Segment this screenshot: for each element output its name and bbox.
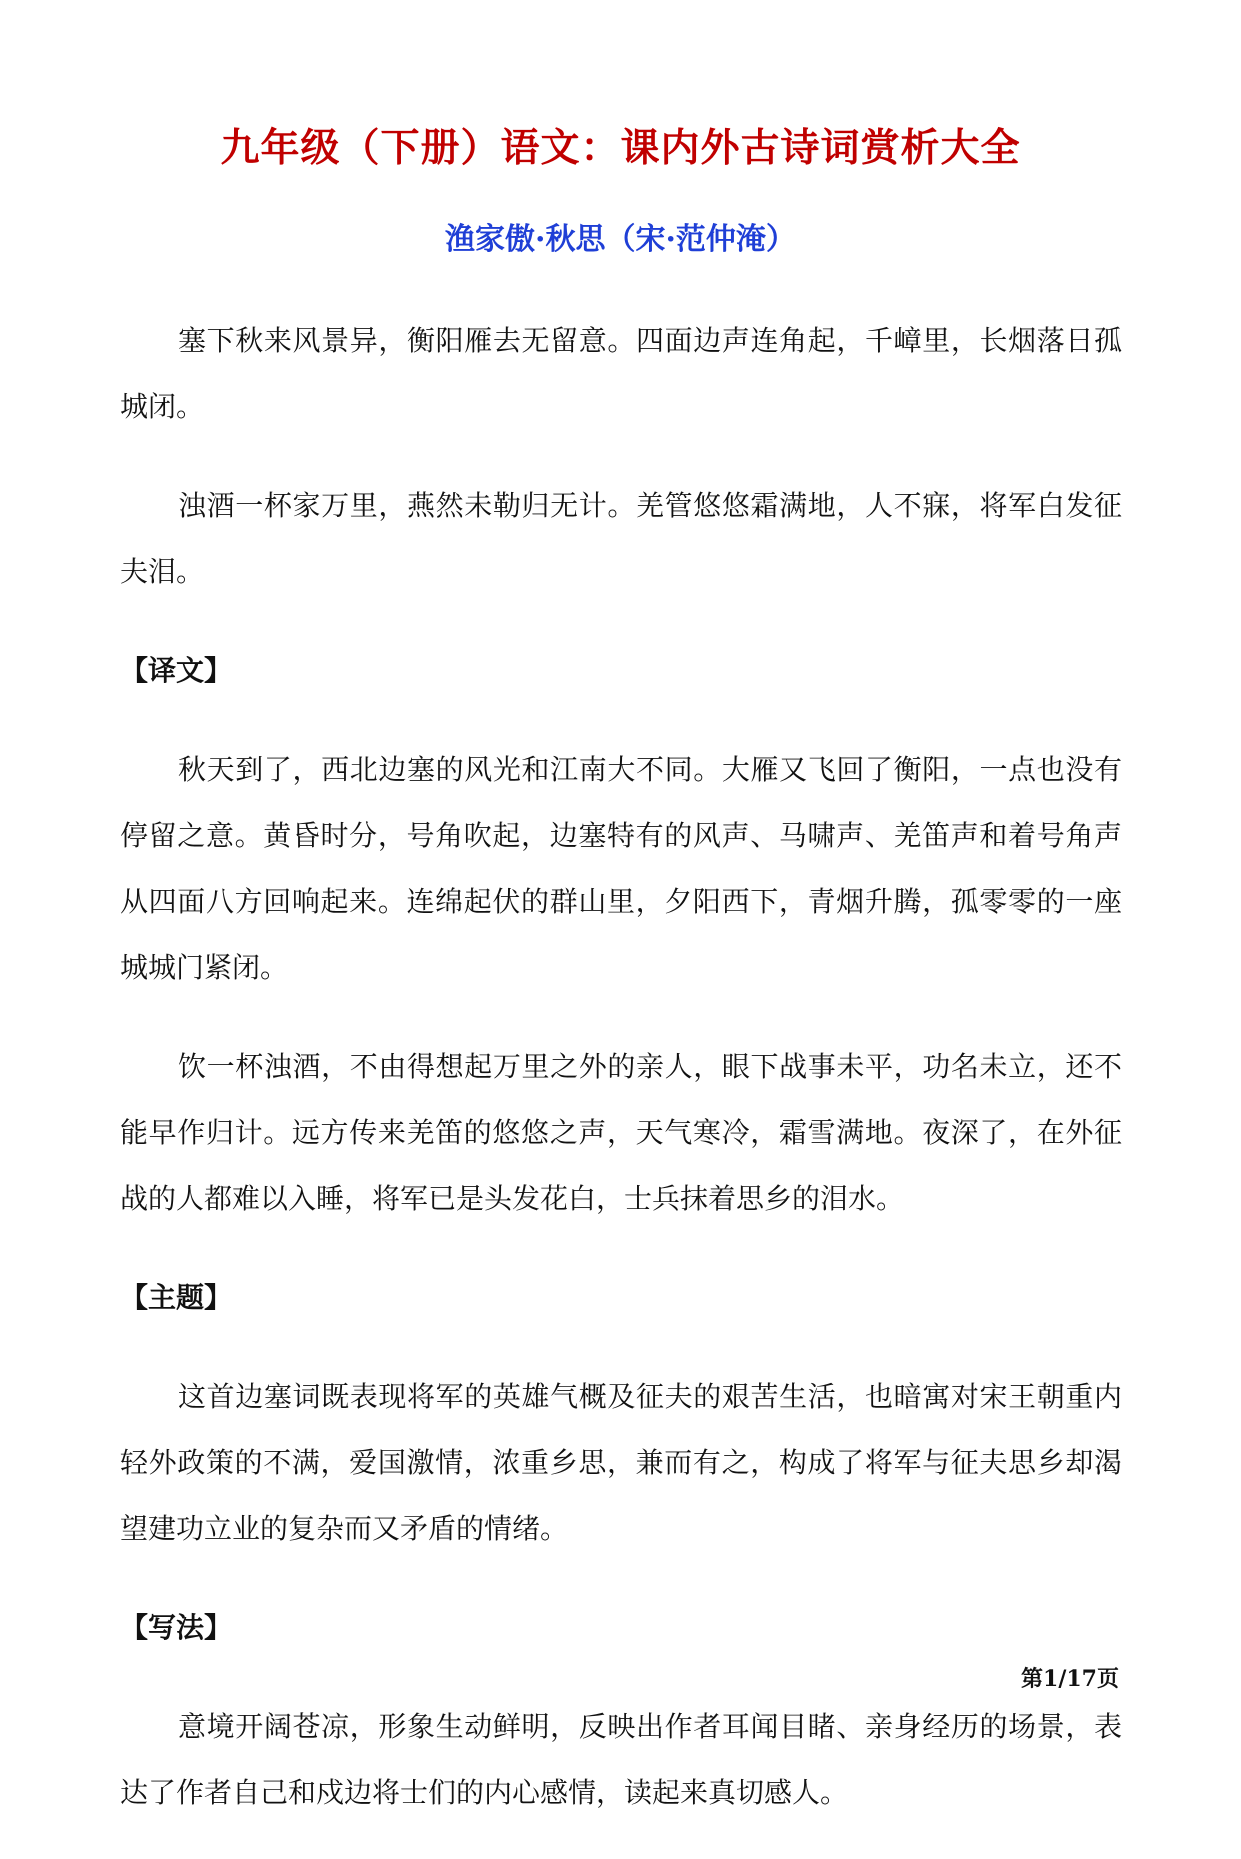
section-heading-theme: 【主题】 [120, 1281, 233, 1314]
technique-paragraph: 意境开阔苍凉，形象生动鲜明，反映出作者耳闻目睹、亲身经历的场景，表达了作者自己和戍边将士们的内心感情，读起来真切感人。 [120, 1710, 1122, 1809]
translation-paragraph: 饮一杯浊酒，不由得想起万里之外的亲人，眼下战事未平，功名未立，还不能早作归计。远方传来羌笛的悠悠之声，天气寒冷，霜雪满地。夜深了，在外征战的人都难以入睡，将军已是头发花白，士兵抹着思乡的泪水。 [120, 1050, 1122, 1215]
poem-line: 塞下秋来风景异，衡阳雁去无留意。四面边声连角起，千嶂里，长烟落日孤城闭。 [120, 324, 1122, 423]
poem-line: 浊酒一杯家万里，燕然未勒归无计。羌管悠悠霜满地，人不寐，将军白发征夫泪。 [120, 489, 1122, 588]
theme-paragraph: 这首边塞词既表现将军的英雄气概及征夫的艰苦生活，也暗寓对宋王朝重内轻外政策的不满，爱国激情，浓重乡思，兼而有之，构成了将军与征夫思乡却渴望建功立业的复杂而又矛盾的情绪。 [120, 1380, 1122, 1545]
section-heading-translation: 【译文】 [120, 654, 233, 687]
document-title: 九年级（下册）语文：课内外古诗词赏析大全 [220, 125, 1021, 171]
translation-paragraph: 秋天到了，西北边塞的风光和江南大不同。大雁又飞回了衡阳，一点也没有停留之意。黄昏时分，号角吹起，边塞特有的风声、马啸声、羌笛声和着号角声从四面八方回响起来。连绵起伏的群山里，夕阳西下，青烟升腾，孤零零的一座城城门紧闭。 [120, 753, 1122, 984]
section-heading-technique: 【写法】 [120, 1611, 233, 1644]
page-number: 第1/17页 [1021, 1666, 1119, 1692]
poem-title: 渔家傲·秋思（宋·范仲淹） [445, 222, 796, 257]
document-body [120, 308, 1122, 1859]
